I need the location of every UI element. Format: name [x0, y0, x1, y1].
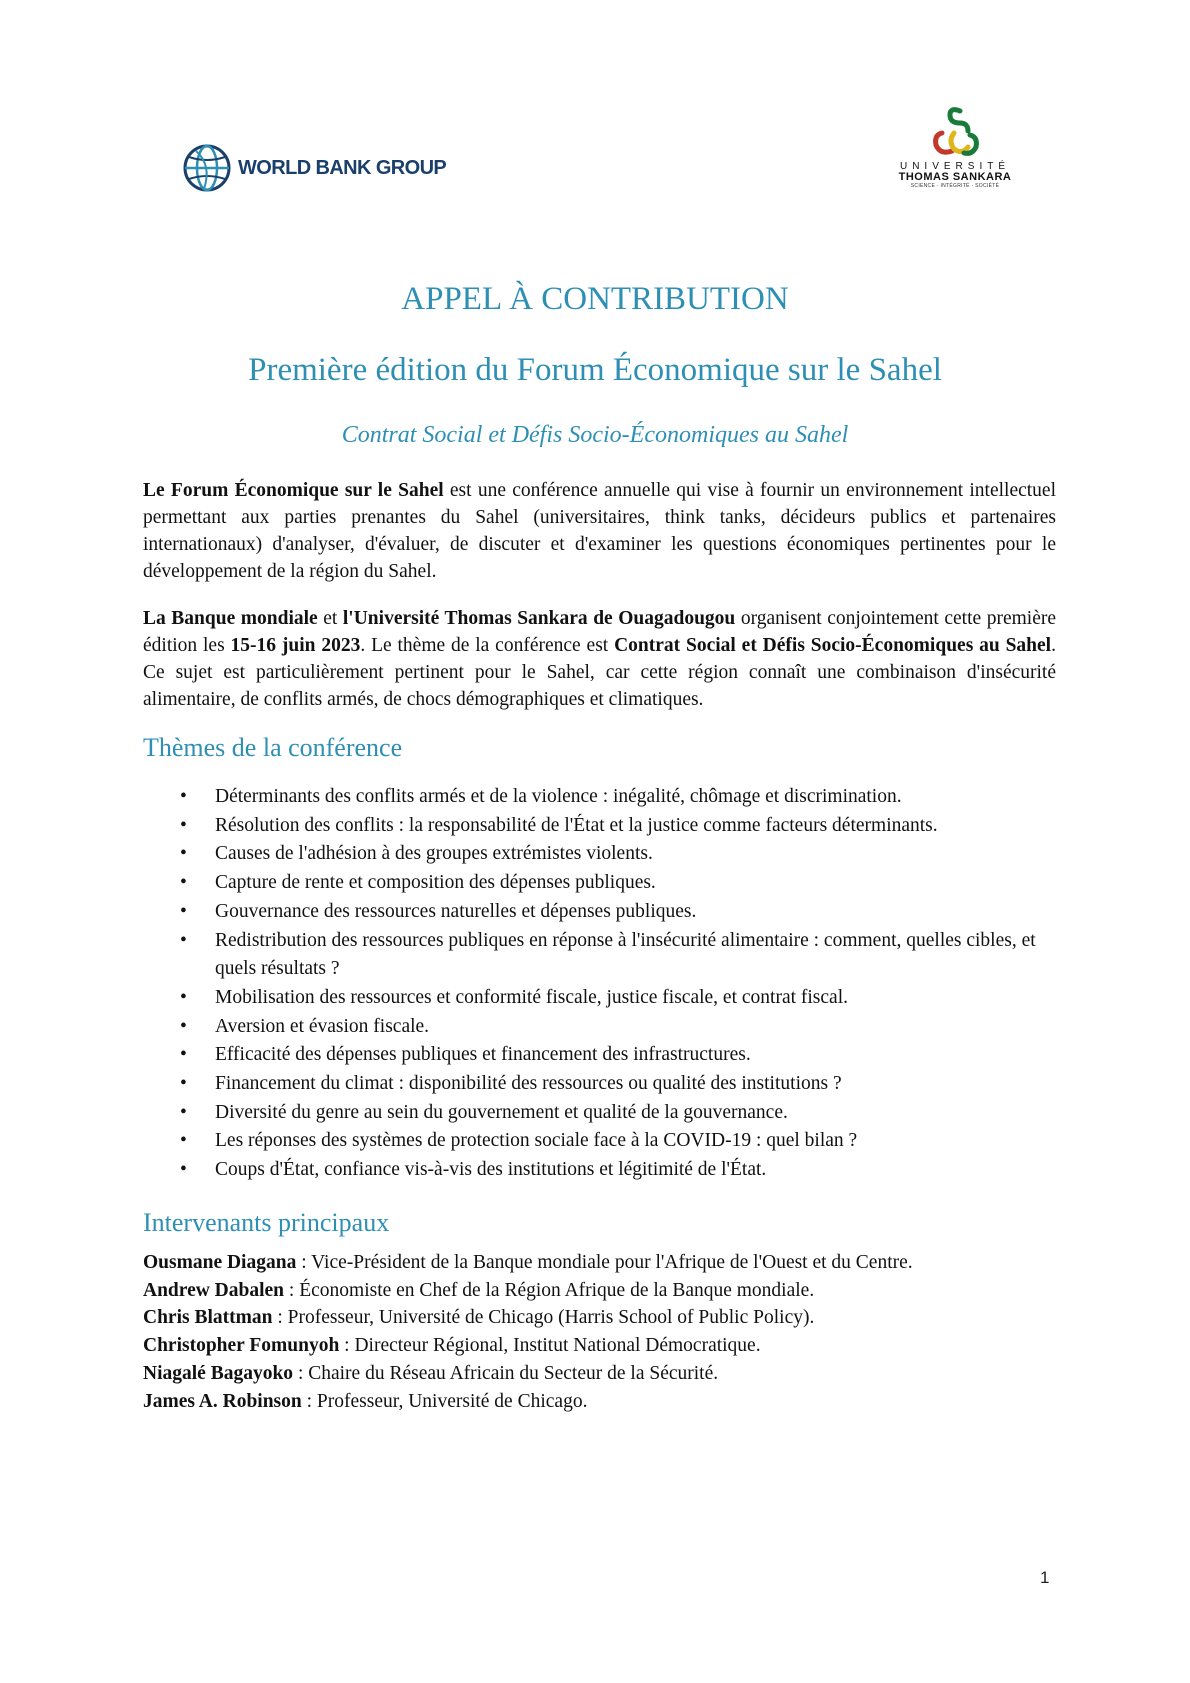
speaker-role: : Professeur, Université de Chicago.	[301, 1390, 588, 1412]
speaker-role: : Professeur, Université de Chicago (Harris School of Public Policy).	[272, 1307, 815, 1329]
intro-text: est une conférence annuelle qui vise à fournir un environnement intellectuel permettant aux parties prenantes du Sahel (universitaires, think tanks, décideurs publics et partenaires internationaux) d'analyser, d'évaluer, de discuter et d'examiner les questions économiques pertinentes pour le développement de la région du Sahel.	[143, 480, 1056, 582]
theme-text: Redistribution des ressources publiques en réponse à l'insécurité alimentaire : comment, quelles cibles, et quels résultats ?	[215, 929, 1036, 980]
speaker-role: : Chaire du Réseau Africain du Secteur de la Sécurité.	[293, 1362, 719, 1384]
speaker-entry	[143, 1360, 1056, 1388]
speaker-entry	[143, 1332, 1056, 1360]
world-bank-logo	[182, 140, 446, 196]
organizer-university: l'Université Thomas Sankara de Ouagadougou	[342, 608, 736, 629]
page-number: 1	[1040, 1568, 1050, 1587]
theme-text: Coups d'État, confiance vis-à-vis des institutions et légitimité de l'État.	[215, 1159, 767, 1181]
theme-text: Résolution des conflits : la responsabilité de l'État et la justice comme facteurs déterminants.	[215, 814, 938, 836]
themes-heading: Thèmes de la conférence	[143, 733, 403, 762]
university-logo	[880, 105, 1030, 205]
theme-item	[143, 1099, 1056, 1128]
theme-item	[143, 1013, 1056, 1042]
speaker-entry	[143, 1249, 1056, 1277]
edition-subtitle: Première édition du Forum Économique sur le Sahel	[248, 352, 942, 388]
world-bank-logo-text: WORLD BANK GROUP	[238, 156, 447, 179]
theme-item	[143, 840, 1056, 869]
theme-text: Efficacité des dépenses publiques et financement des infrastructures.	[215, 1044, 751, 1066]
speaker-name: Christopher Fomunyoh	[143, 1335, 340, 1357]
theme-item	[143, 1041, 1056, 1070]
theme-item	[143, 898, 1056, 927]
theme-text: Capture de rente et composition des dépenses publiques.	[215, 872, 656, 894]
globe-icon	[182, 143, 232, 193]
speaker-name: Niagalé Bagayoko	[143, 1362, 294, 1384]
bullet-icon: •	[180, 1015, 187, 1037]
speaker-role: : Vice-Président de la Banque mondiale pour l'Afrique de l'Ouest et du Centre.	[296, 1252, 913, 1273]
university-logo-line1: UNIVERSITÉ	[899, 161, 1010, 172]
bullet-icon: •	[180, 900, 187, 922]
speaker-role: : Directeur Régional, Institut National Démocratique.	[339, 1335, 761, 1357]
theme-text: Les réponses des systèmes de protection sociale face à la COVID-19 : quel bilan ?	[215, 1130, 858, 1152]
bullet-icon: •	[180, 986, 187, 1008]
bullet-icon: •	[180, 1101, 187, 1123]
speaker-name: Ousmane Diagana	[143, 1252, 297, 1273]
speaker-entry	[143, 1388, 1056, 1416]
bullet-icon: •	[180, 872, 187, 894]
university-logo-tagline: SCIENCE · INTÉGRITÉ · SOCIÉTÉ	[910, 183, 1000, 189]
connector-text: et	[317, 608, 343, 629]
theme-item	[143, 812, 1056, 841]
theme-item	[143, 927, 1056, 984]
bullet-icon: •	[180, 814, 187, 836]
bullet-icon: •	[180, 1159, 187, 1181]
event-dates: 15-16 juin 2023	[230, 635, 361, 656]
intro-paragraph-1	[143, 477, 1056, 585]
conference-theme-bold: Contrat Social et Défis Socio-Économiques au Sahel	[614, 635, 1052, 656]
theme-text: Mobilisation des ressources et conformité fiscale, justice fiscale, et contrat fiscal.	[215, 986, 848, 1008]
theme-text: Financement du climat : disponibilité des ressources ou qualité des institutions ?	[215, 1073, 842, 1095]
speaker-name: James A. Robinson	[143, 1390, 302, 1412]
speaker-name: Chris Blattman	[143, 1307, 273, 1329]
speaker-role: : Économiste en Chef de la Région Afrique de la Banque mondiale.	[284, 1279, 815, 1301]
university-emblem-icon	[920, 105, 990, 161]
themes-list	[143, 783, 1056, 1185]
bullet-icon: •	[180, 929, 187, 951]
theme-item	[143, 783, 1056, 812]
bullet-icon: •	[180, 1044, 187, 1066]
page-title: APPEL À CONTRIBUTION	[401, 281, 789, 317]
forum-name-bold: Le Forum Économique sur le Sahel	[143, 480, 444, 501]
speaker-entry	[143, 1304, 1056, 1332]
intro-paragraph-2	[143, 605, 1056, 713]
connector-text: . Le thème de la conférence est	[360, 635, 615, 656]
connector-text: organisent conjointement cette première édition les	[143, 608, 1056, 656]
context-text: . Ce sujet est particulièrement pertinent pour le Sahel, car cette région connaît une combinaison d'insécurité alimentaire, de conflits armés, de chocs démographiques et climatiques.	[143, 635, 1056, 710]
theme-subtitle: Contrat Social et Défis Socio-Économiques au Sahel	[341, 422, 849, 448]
speaker-name: Andrew Dabalen	[143, 1279, 285, 1301]
speakers-heading: Intervenants principaux	[143, 1208, 390, 1237]
theme-text: Aversion et évasion fiscale.	[215, 1015, 430, 1037]
theme-text: Causes de l'adhésion à des groupes extrémistes violents.	[215, 843, 653, 865]
theme-item	[143, 1070, 1056, 1099]
theme-item	[143, 984, 1056, 1013]
theme-text: Déterminants des conflits armés et de la violence : inégalité, chômage et discrimination.	[215, 786, 902, 807]
organizer-world-bank: La Banque mondiale	[143, 608, 318, 629]
bullet-icon: •	[180, 843, 187, 865]
speaker-entry	[143, 1277, 1056, 1305]
bullet-icon: •	[180, 1130, 187, 1152]
bullet-icon: •	[180, 786, 187, 807]
theme-item	[143, 869, 1056, 898]
theme-text: Gouvernance des ressources naturelles et dépenses publiques.	[215, 900, 697, 922]
speakers-list	[143, 1249, 1056, 1415]
theme-text: Diversité du genre au sein du gouvernement et qualité de la gouvernance.	[215, 1101, 788, 1123]
bullet-icon: •	[180, 1073, 187, 1095]
theme-item	[143, 1127, 1056, 1156]
theme-item	[143, 1156, 1056, 1185]
university-logo-line2: THOMAS SANKARA	[898, 171, 1012, 183]
